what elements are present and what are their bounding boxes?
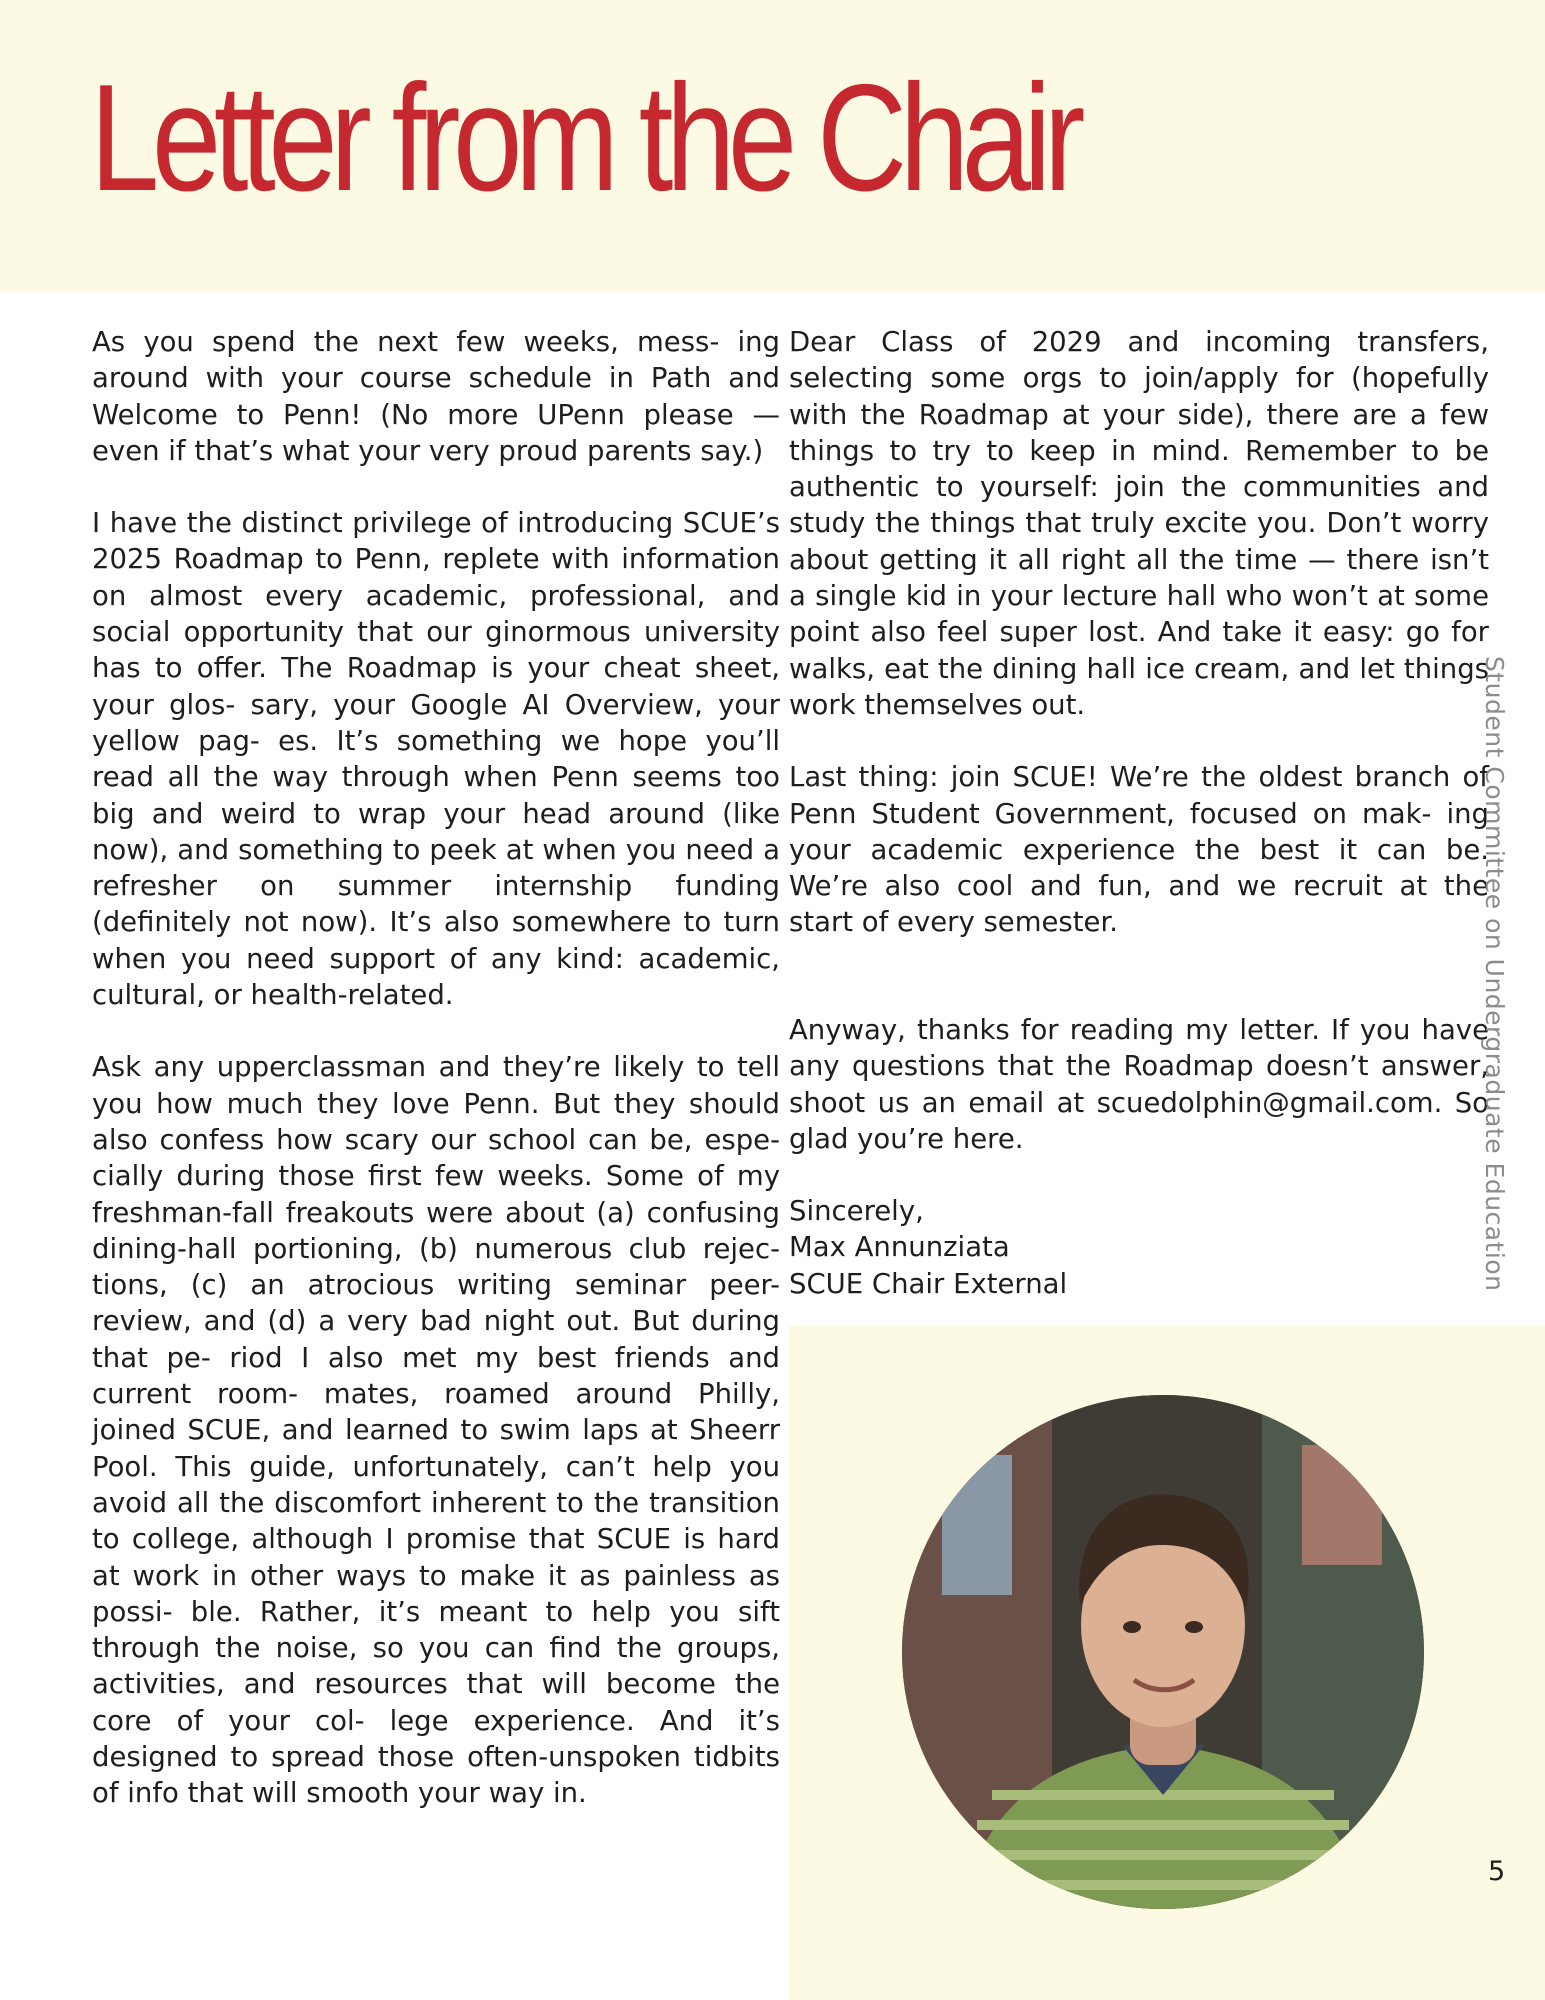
signer-title: SCUE Chair External: [789, 1267, 1068, 1300]
page-title: Letter from the Chair: [90, 53, 1079, 223]
signoff: Sincerely,: [789, 1195, 924, 1228]
letter-left-column: [92, 324, 780, 1848]
author-portrait: [902, 1395, 1424, 1909]
letter-closing: [789, 1012, 1489, 1302]
letter-paragraph: Last thing: join SCUE! We’re the oldest branch of Penn Student Government, focused on mak- ing your academic experience the best it can be. We’re also cool and fun, and we recruit at the start of every semester.: [789, 761, 1489, 939]
page-number: 5: [1488, 1856, 1506, 1887]
signer-name: Max Annunziata: [789, 1231, 1010, 1264]
letter-paragraph: I have the distinct privilege of introducing SCUE’s 2025 Roadmap to Penn, replete with information on almost every academic, professional, and social opportunity that our ginormous university has to offer. The Roadmap is your cheat sheet, your glos- sary, your Google AI Overview, your yellow pag- es. It’s something we hope you’ll read all the way through when Penn seems too big and weird to wrap your head around (like now), and something to peek at when you need a refresher on summer internship funding (definitely not now). It’s also somewhere to turn when you need support of any kind: academic, cultural, or health-related.: [92, 507, 780, 1012]
letter-paragraph: Anyway, thanks for reading my letter. If you have any questions that the Roadmap doesn’t answer, shoot us an email at scuedolphin@gmail.com. So glad you’re here.: [789, 1014, 1489, 1155]
letter-paragraph: Dear Class of 2029 and incoming transfers, selecting some orgs to join/apply for (hopefully with the Roadmap at your side), there are a few things to try to keep in mind. Remember to be authentic to yourself: join the communities and study the things that truly excite you. Don’t worry about getting it all right all the time — there isn’t a single kid in your lecture hall who won’t at some point also feel super lost. And take it easy: go for walks, eat the dining hall ice cream, and let things work themselves out.: [789, 326, 1489, 721]
letter-right-column: [789, 324, 1489, 977]
side-organization-label: Student Committee on Undergraduate Education: [1480, 656, 1509, 1292]
letter-paragraph: Ask any upperclassman and they’re likely to tell you how much they love Penn. But they should also confess how scary our school can be, espe- cially during those first few weeks. Some of my freshman-fall freakouts were about (a) confusing dining-hall portioning, (b) numerous club rejec- tions, (c) an atrocious writing seminar peer-review, and (d) a very bad night out. But during that pe- riod I also met my best friends and current room- mates, roamed around Philly, joined SCUE, and learned to swim laps at Sheerr Pool. This guide, unfortunately, can’t help you avoid all the discomfort inherent to the transition to college, although I promise that SCUE is hard at work in other ways to make it as painless as possi- ble. Rather, it’s meant to help you sift through the noise, so you can find the groups, activities, and resources that will become the core of your col- lege experience. And it’s designed to spread those often-unspoken tidbits of info that will smooth your way in.: [92, 1051, 780, 1810]
letter-paragraph: As you spend the next few weeks, mess- ing around with your course schedule in Path and Welcome to Penn! (No more UPenn please — even if that’s what your very proud parents say.): [92, 326, 780, 467]
